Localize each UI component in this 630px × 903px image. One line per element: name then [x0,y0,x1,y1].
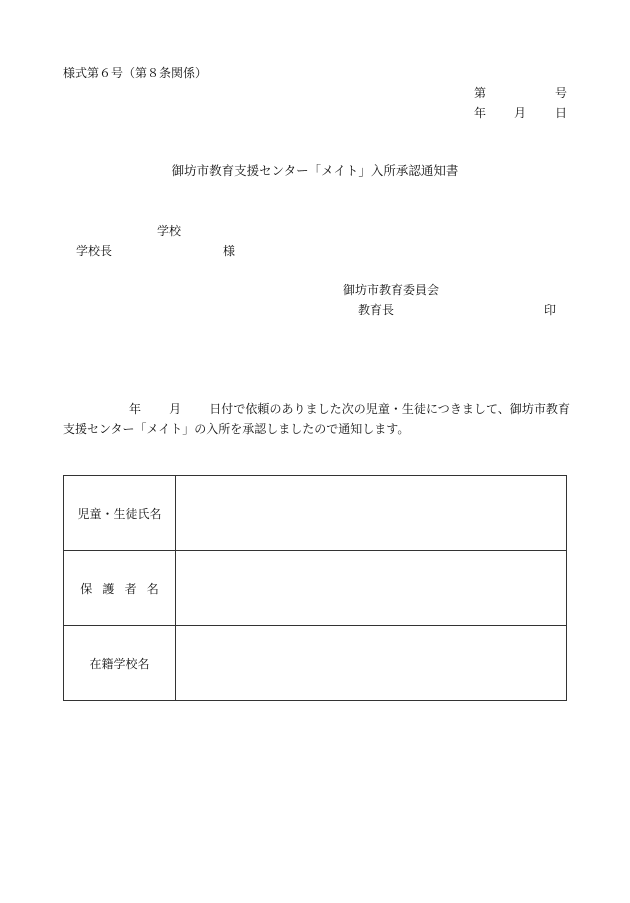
date-month: 月 [514,106,527,120]
row-label-school-name [64,626,176,701]
document-title: 御坊市教育支援センター「メイト」入所承認通知書 [171,163,459,178]
table-row [64,626,567,701]
table-row [64,551,567,626]
doc-number-suffix: 号 [555,86,568,100]
school-label: 学校 [157,224,182,238]
principal-label: 学校長 [76,244,113,258]
form-number: 様式第６号（第８条関係） [63,66,208,80]
seal-mark: 印 [544,303,557,317]
date-day: 日 [555,106,568,120]
guardian-name-label: 保護者名 [80,581,169,596]
table-row [64,476,567,551]
enrolled-school-label: 在籍学校名 [89,656,150,671]
board-of-education-name: 御坊市教育委員会 [343,283,440,297]
guardian-name-value[interactable] [176,551,567,626]
enrolled-school-value[interactable] [176,626,567,701]
doc-number-prefix: 第 [474,86,487,100]
student-info-table [63,475,567,701]
superintendent-label: 教育長 [358,303,395,317]
body-text: 日付で依頼のありました次の児童・生徒につきまして、御坊市教育支援センター「メイト」の入所を承認しましたので通知します。 [63,402,570,436]
student-name-value[interactable] [176,476,567,551]
honorific-sama: 様 [223,244,236,258]
row-label-guardian-name [64,551,176,626]
body-month: 月 [169,402,182,416]
notification-body [63,399,570,439]
date-year: 年 [474,106,487,120]
row-label-student-name [64,476,176,551]
body-year: 年 [129,402,142,416]
student-name-label: 児童・生徒氏名 [77,506,162,521]
